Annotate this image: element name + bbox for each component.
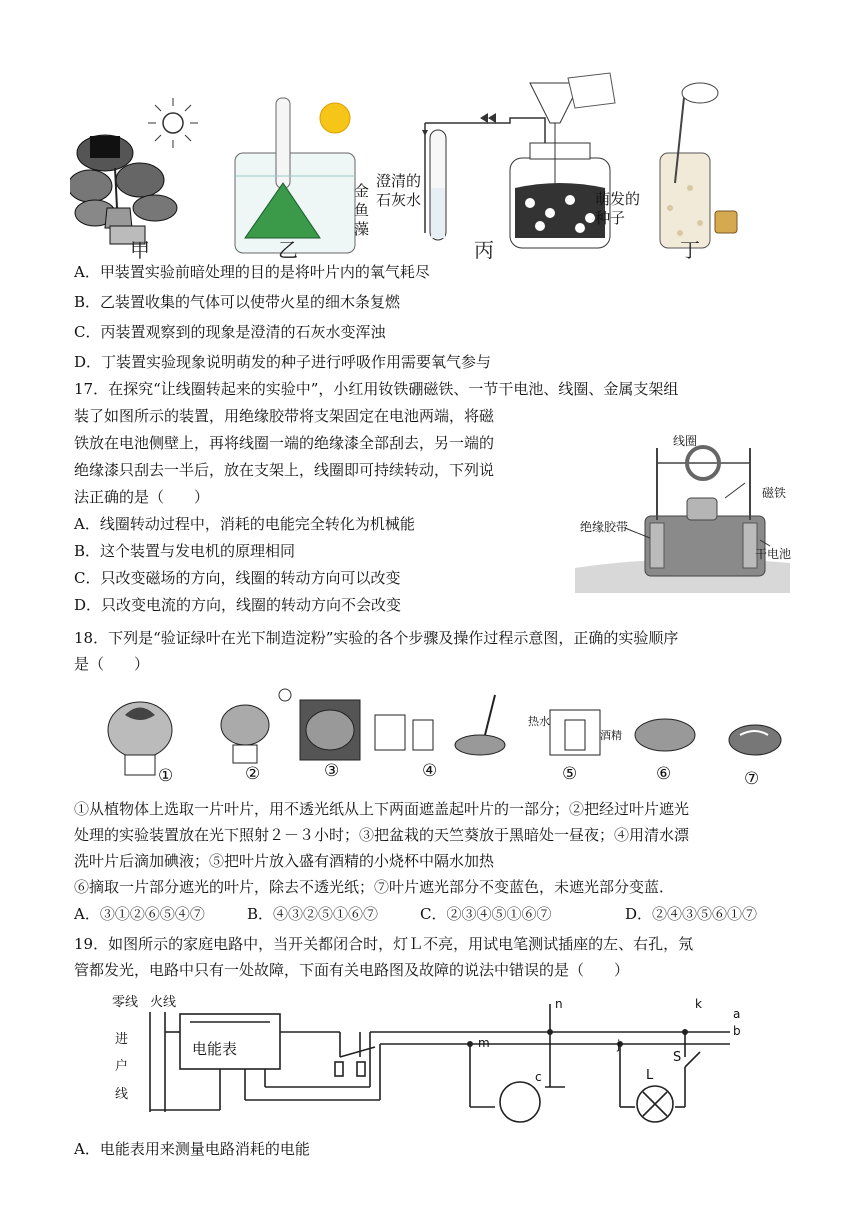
node-n-label: n bbox=[555, 997, 563, 1011]
q16-option-d: D．丁装置实验现象说明萌发的种子进行呼吸作用需要氧气参与 bbox=[74, 353, 492, 371]
q17-option-c: C．只改变磁场的方向，线圈的转动方向可以改变 bbox=[74, 569, 401, 587]
figure-label-ding: 丁 bbox=[680, 238, 700, 262]
jar-funnel-illustration bbox=[422, 73, 615, 248]
q17-stem-line-5: 法正确的是（ ） bbox=[74, 488, 210, 506]
jar-thermometer-illustration bbox=[660, 83, 737, 248]
sun-icon bbox=[320, 103, 350, 133]
step-number-2: ② bbox=[245, 764, 261, 784]
q17-stem-line-3: 铁放在电池侧壁上，再将线圈一端的绝缘漆全部刮去，另一端的 bbox=[74, 434, 495, 452]
meter-label: 电能表 bbox=[192, 1040, 238, 1058]
motor-figure bbox=[575, 428, 790, 593]
step-1-plant bbox=[108, 702, 172, 775]
q16-option-a: A．甲装置实验前暗处理的目的是将叶片内的氧气耗尽 bbox=[74, 263, 430, 281]
step-number-3: ③ bbox=[324, 761, 340, 781]
q17-option-b: B．这个装置与发电机的原理相同 bbox=[74, 542, 296, 560]
step-3-plant-in-dark bbox=[300, 700, 360, 760]
step-2-plant-in-light bbox=[221, 689, 291, 763]
tape-label: 绝缘胶带 bbox=[580, 520, 629, 534]
inlet-label-1: 进 bbox=[115, 1032, 129, 1047]
q18-option-c: C．②③④⑤①⑥⑦ bbox=[420, 905, 552, 923]
node-a-label: a bbox=[733, 1007, 741, 1021]
step-number-4: ④ bbox=[422, 761, 438, 781]
q17-option-a: A．线圈转动过程中，消耗的电能完全转化为机械能 bbox=[74, 515, 415, 533]
q16-option-c: C．丙装置观察到的现象是澄清的石灰水变浑浊 bbox=[74, 323, 386, 341]
step-6-leaf bbox=[635, 719, 695, 751]
q18-desc-line-4: ⑥摘取一片部分遮光的叶片，除去不透光纸；⑦叶片遮光部分不变蓝色，未遮光部分变蓝． bbox=[74, 878, 675, 896]
node-c-label: c bbox=[535, 1070, 542, 1084]
step-number-1: ① bbox=[158, 766, 174, 786]
limewater-label: 澄清的石灰水 bbox=[376, 172, 422, 209]
q18-desc-line-2: 处理的实验装置放在光下照射２－３小时；③把盆栽的天竺葵放于黑暗处一昼夜；④用清水漂 bbox=[74, 826, 690, 844]
goldfish-weed-label: 金鱼藻 bbox=[354, 182, 370, 238]
step-7-leaf bbox=[729, 725, 781, 755]
inlet-label-3: 线 bbox=[115, 1087, 129, 1102]
node-k-label: k bbox=[695, 997, 702, 1011]
live-wire-label: 火线 bbox=[150, 995, 177, 1010]
step-5-water-bath bbox=[550, 710, 600, 755]
battery-label: 干电池 bbox=[755, 547, 792, 561]
sun-icon bbox=[148, 98, 198, 148]
q18-option-d: D．②④③⑤⑥①⑦ bbox=[625, 905, 758, 923]
q18-option-a: A．③①②⑥⑤④⑦ bbox=[74, 905, 205, 923]
beaker-illustration bbox=[235, 98, 355, 253]
neutral-wire-label: 零线 bbox=[112, 995, 139, 1010]
coil-label: 线圈 bbox=[673, 434, 698, 448]
circuit-diagram bbox=[95, 992, 760, 1127]
figure-label-yi: 乙 bbox=[278, 238, 298, 262]
q17-stem-line-4: 绝缘漆只刮去一半后，放在支架上，线圈即可持续转动，下列说 bbox=[74, 461, 495, 479]
figure-label-bing: 丙 bbox=[474, 238, 494, 262]
q17-option-d: D．只改变电流的方向，线圈的转动方向不会改变 bbox=[74, 596, 402, 614]
q18-stem-line-2: 是（ ） bbox=[74, 655, 150, 673]
q19-option-a: A．电能表用来测量电路消耗的电能 bbox=[74, 1140, 310, 1158]
q16-option-b: B．乙装置收集的气体可以使带火星的细木条复燃 bbox=[74, 293, 401, 311]
q18-option-b: B．④③②⑤①⑥⑦ bbox=[247, 905, 379, 923]
figure-label-jia: 甲 bbox=[130, 238, 150, 262]
q18-desc-line-1: ①从植物体上选取一片叶片，用不透光纸从上下两面遮盖起叶片的一部分；②把经过叶片遮光 bbox=[74, 800, 690, 818]
q19-stem-line-1: 19．如图所示的家庭电路中，当开关都闭合时，灯Ｌ不亮，用试电笔测试插座的左、右孔，氖 bbox=[74, 935, 694, 953]
q18-desc-line-3: 洗叶片后滴加碘液；⑤把叶片放入盛有酒精的小烧杯中隔水加热 bbox=[74, 852, 495, 870]
inlet-label-2: 户 bbox=[115, 1059, 129, 1074]
node-j-label: j bbox=[617, 1038, 621, 1052]
plant-pot-illustration bbox=[70, 98, 198, 244]
node-m-label: m bbox=[478, 1036, 490, 1050]
step-number-5: ⑤ bbox=[562, 764, 578, 784]
node-b-label: b bbox=[733, 1024, 741, 1038]
step-4-beakers bbox=[375, 715, 433, 750]
q17-stem-line-2: 装了如图所示的装置，用绝缘胶带将支架固定在电池两端，将磁 bbox=[74, 407, 495, 425]
magnet-label: 磁铁 bbox=[762, 486, 787, 500]
step-4-dropper bbox=[455, 695, 505, 755]
q18-steps-figure bbox=[95, 675, 795, 795]
q16-figure bbox=[70, 68, 760, 268]
switch-s-label: S bbox=[673, 1050, 682, 1065]
q18-stem-line-1: 18．下列是“验证绿叶在光下制造淀粉”实验的各个步骤及操作过程示意图，正确的实验顺序 bbox=[74, 629, 679, 647]
q19-stem-line-2: 管都发光，电路中只有一处故障，下面有关电路图及故障的说法中错误的是（ ） bbox=[74, 961, 630, 979]
seeds-label: 萌发的种子 bbox=[595, 190, 641, 227]
lamp-l-label: L bbox=[646, 1068, 654, 1083]
q17-stem-line-1: 17．在探究“让线圈转起来的实验中”，小红用钕铁硼磁铁、一节干电池、线圈、金属支架组 bbox=[74, 380, 679, 398]
step-number-7: ⑦ bbox=[744, 769, 760, 789]
alcohol-label: 酒精 bbox=[600, 729, 622, 742]
step-number-6: ⑥ bbox=[656, 764, 672, 784]
hot-water-label: 热水 bbox=[528, 715, 550, 728]
